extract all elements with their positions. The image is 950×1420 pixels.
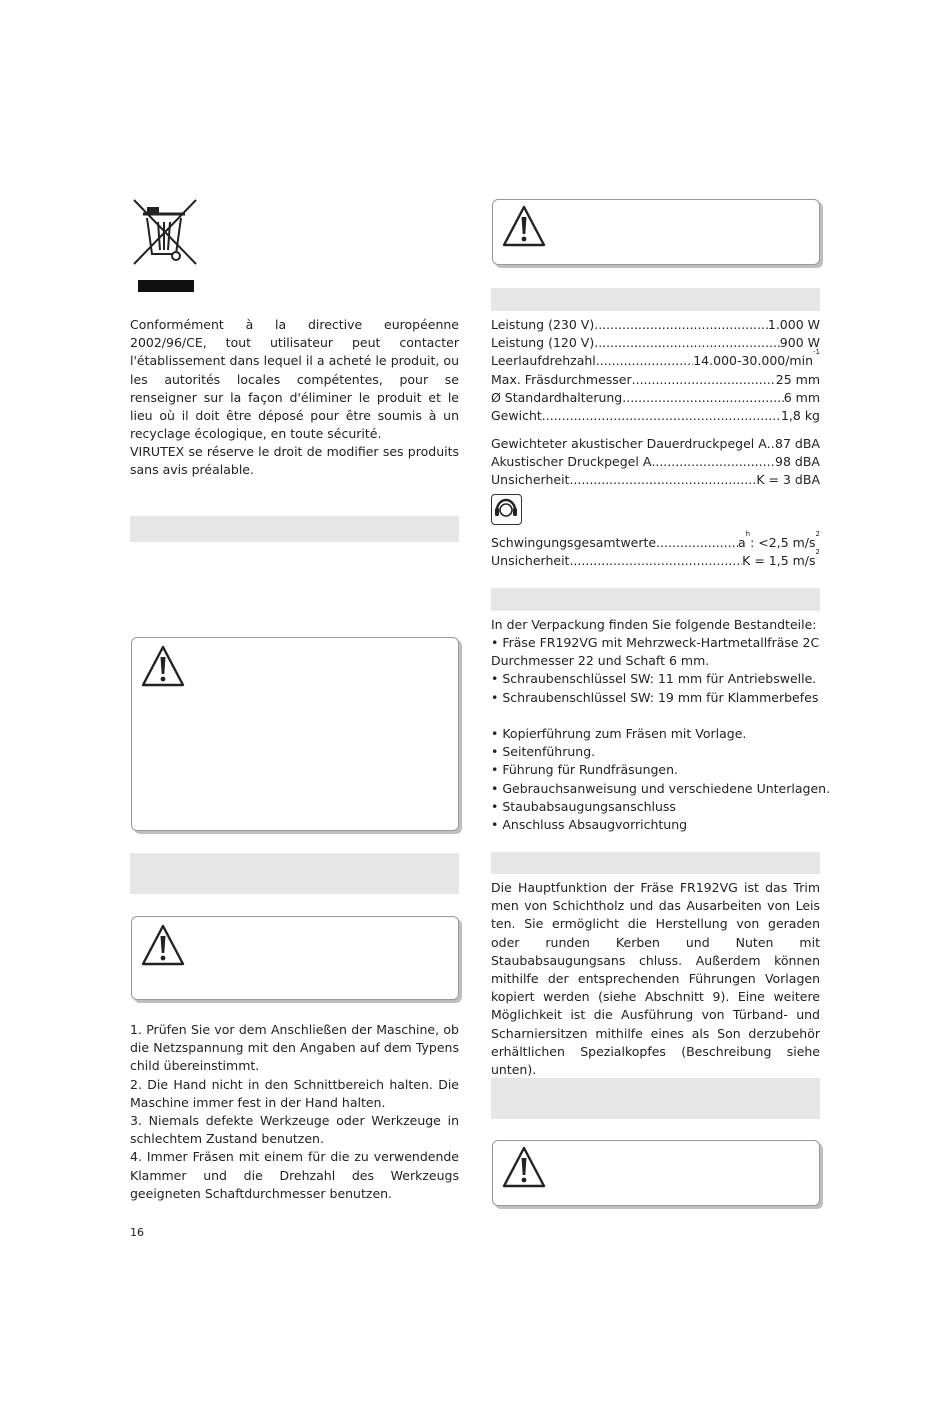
weee-symbol — [130, 198, 200, 296]
spec-row: Akustischer Druckpegel A ..... 98 dBA — [491, 453, 820, 471]
warning-box — [131, 637, 459, 831]
warning-box — [492, 199, 820, 265]
list-item: • Gebrauchsanweisung und verschiedene Unterlagen. — [491, 780, 831, 796]
list-item: • Führung für Rundfräsungen. — [491, 762, 679, 778]
safety-instructions — [130, 1021, 459, 1203]
ear-protection-icon — [492, 495, 520, 523]
page-number: 16 — [130, 1226, 144, 1239]
warning-box — [131, 916, 459, 1000]
spec-row: Max. Fräsdurchmesser ..... 25 mm — [491, 371, 820, 389]
list-item: • Schraubenschlüssel SW: 19 mm für Klammerbefes — [491, 689, 819, 705]
main-function-text: Die Hauptfunktion der Fräse FR192VG ist das Trim men von Schichtholz und das Ausarbeiten von Leis ten. Sie ermöglicht die Herstellung von geraden oder runden Kerben und Nuten mit Staubabsaugungsans chluss. Außerdem können mithilfe der entsprechenden Führungen Vorlagen kopiert werden (siehe Abschnitt 9). Eine weitere Möglichkeit ist die Ausführung von Türband- und Scharniersitzen mithilfe eines als Son derzubehör erhältlichen Spezialkopfes (Beschreibung siehe unten). — [491, 880, 820, 1078]
spec-row: Gewichteter akustischer Dauerdruckpegel A ..... 87 dBA — [491, 435, 820, 453]
french-disposal-notice: Conformément à la directive européenne 2002/96/CE, tout utilisateur peut contacter l'établissement dans lequel il a acheté le produit, ou les autorités locales compétentes, pour se renseigner sur la façon d'éliminer le produit et le lieu où il doit être déposé pour être soumis à un recyclage écologique, en toute sécurité. — [130, 317, 459, 442]
section-header-bar — [491, 852, 820, 874]
section-header-bar — [491, 288, 820, 311]
warning-box — [492, 1140, 820, 1206]
package-contents-list — [491, 634, 831, 834]
spec-row: Gewicht ..... 1,8 kg — [491, 407, 820, 425]
section-header-bar — [130, 516, 459, 542]
section-header-bar — [491, 1078, 820, 1119]
list-item: • Schraubenschlüssel SW: 11 mm für Antriebswelle. — [491, 671, 817, 687]
spec-row: Ø Standardhalterung ..... 6 mm — [491, 389, 820, 407]
warning-triangle-icon — [140, 644, 186, 688]
section-header-bar — [491, 588, 820, 611]
instruction-item: 3. Niemals defekte Werkzeuge oder Werkzeuge in schlechtem Zustand benutzen. — [130, 1113, 459, 1147]
spec-row: Unsicherheit ..... K = 1,5 m/s 2 — [491, 552, 820, 570]
spec-row: Schwingungsgesamtwerte ..... a h : <2,5 m/s 2 — [491, 534, 820, 552]
package-intro: In der Verpackung finden Sie folgende Bestandteile: — [491, 617, 817, 632]
spec-row: Leistung (120 V) ..... 900 W — [491, 334, 820, 352]
list-item: • Kopierführung zum Fräsen mit Vorlage. — [491, 726, 747, 741]
spec-table — [491, 316, 820, 425]
instruction-item: 1. Prüfen Sie vor dem Anschließen der Maschine, ob die Netzspannung mit den Angaben auf dem Typens child übereinstimmt. — [130, 1022, 459, 1074]
list-item: • Seitenführung. — [491, 744, 596, 760]
vibration-table — [491, 530, 820, 570]
instruction-item: 4. Immer Fräsen mit einem für die zu verwendende Klammer und die Drehzahl des Werkzeugs geeigneten Schaftdurchmesser benutzen. — [130, 1149, 459, 1201]
spec-row: Leistung (230 V) ..... 1.000 W — [491, 316, 820, 334]
spec-row: Unsicherheit ..... K = 3 dBA — [491, 471, 820, 489]
instruction-item: 2. Die Hand nicht in den Schnittbereich halten. Die Maschine immer fest in der Hand halten. — [130, 1076, 459, 1110]
list-item: • Fräse FR192VG mit Mehrzweck-Hartmetallfräse 2C — [491, 635, 820, 650]
french-reserve-notice: VIRUTEX se réserve le droit de modifier ses produits sans avis préalable. — [130, 444, 459, 478]
list-item: • Staubabsaugungsanschluss — [491, 798, 676, 814]
ear-protection-symbol — [491, 494, 522, 525]
warning-triangle-icon — [140, 923, 186, 967]
list-item — [491, 707, 820, 725]
noise-table — [491, 435, 820, 490]
crossed-bin-icon — [130, 198, 200, 296]
spec-row: Leerlaufdrehzahl ..... 14.000-30.000/min -1 — [491, 352, 820, 370]
warning-triangle-icon — [501, 204, 547, 248]
list-item: • Anschluss Absaugvorrichtung — [491, 817, 688, 833]
section-header-bar — [130, 853, 459, 894]
list-item: Durchmesser 22 und Schaft 6 mm. — [491, 653, 710, 669]
warning-triangle-icon — [501, 1145, 547, 1189]
